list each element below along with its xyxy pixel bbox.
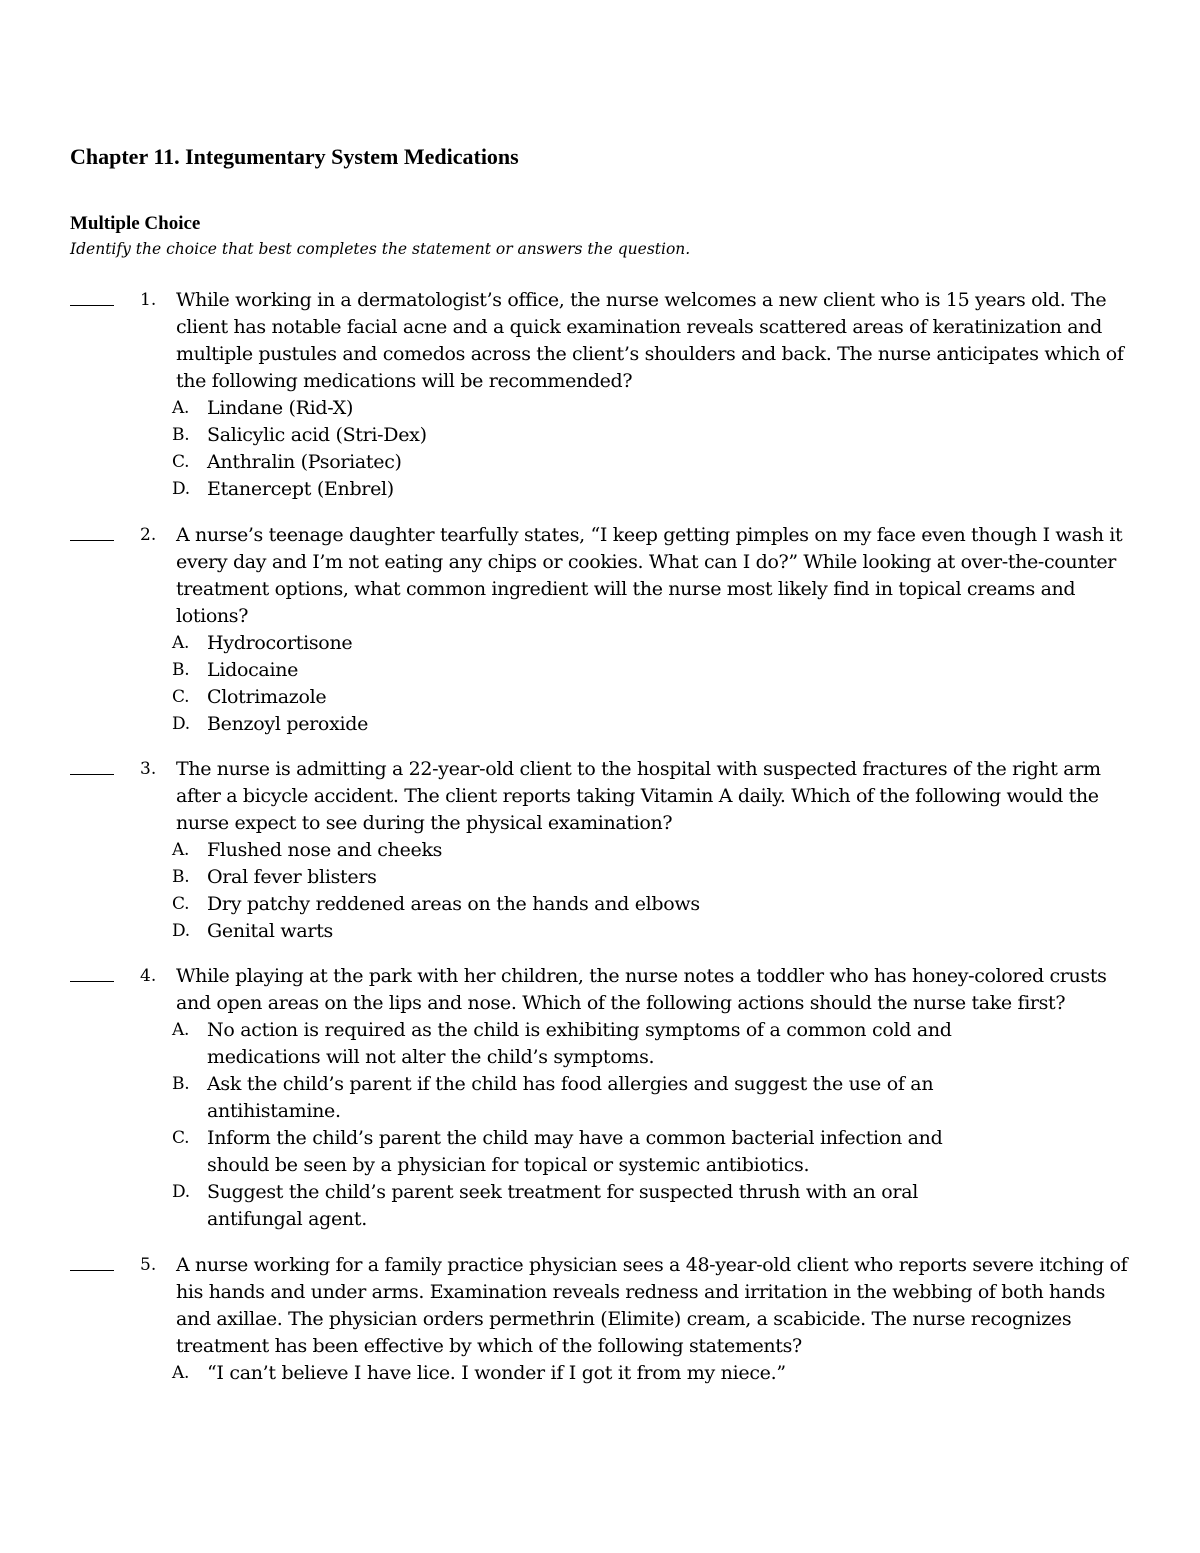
choice-text: Etanercept (Enbrel)	[207, 478, 394, 500]
choice-b[interactable]	[172, 1071, 962, 1125]
choice-text: Ask the child’s parent if the child has food allergies and suggest the use of an antihistamine.	[207, 1073, 934, 1122]
choice-letter: C.	[172, 687, 190, 707]
choice-text: Hydrocortisone	[207, 632, 353, 654]
choice-b[interactable]	[172, 422, 962, 449]
choice-text: Inform the child’s parent the child may have a common bacterial infection and should be seen by a physician for topical or systemic antibiotics.	[207, 1127, 943, 1176]
answer-blank[interactable]	[70, 540, 114, 541]
question-stem: The nurse is admitting a 22-year-old client to the hospital with suspected fractures of the right arm after a bicycle accident. The client reports taking Vitamin A daily. Which of the following would the nurse expect to see during the physical examination?	[176, 758, 1101, 834]
choice-text: Salicylic acid (Stri-Dex)	[207, 424, 427, 446]
choice-text: Clotrimazole	[207, 686, 327, 708]
choice-letter: B.	[172, 867, 190, 887]
choice-a[interactable]	[172, 1360, 962, 1387]
choice-text: Genital warts	[207, 920, 333, 942]
choice-list	[172, 395, 962, 503]
choice-letter: B.	[172, 425, 190, 445]
question-number: 5.	[140, 1255, 157, 1275]
choice-d[interactable]	[172, 711, 962, 738]
answer-blank[interactable]	[70, 305, 114, 306]
choice-c[interactable]	[172, 1125, 962, 1179]
question-number: 3.	[140, 759, 157, 779]
choice-text: Lidocaine	[207, 659, 299, 681]
choice-c[interactable]	[172, 449, 962, 476]
choice-text: No action is required as the child is exhibiting symptoms of a common cold and medications will not alter the child’s symptoms.	[207, 1019, 952, 1068]
choice-b[interactable]	[172, 864, 962, 891]
choice-list	[172, 1360, 962, 1387]
choice-a[interactable]	[172, 837, 962, 864]
choice-list	[172, 1017, 962, 1233]
choice-c[interactable]	[172, 891, 962, 918]
question-number: 1.	[140, 290, 157, 310]
choice-letter: D.	[172, 921, 190, 941]
choice-b[interactable]	[172, 657, 962, 684]
choice-d[interactable]	[172, 476, 962, 503]
choice-letter: D.	[172, 1182, 190, 1202]
choice-c[interactable]	[172, 684, 962, 711]
choice-letter: B.	[172, 1074, 190, 1094]
choice-d[interactable]	[172, 1179, 962, 1233]
choice-letter: A.	[172, 840, 190, 860]
section-heading: Multiple Choice	[70, 213, 201, 234]
choice-text: Lindane (Rid-X)	[207, 397, 354, 419]
chapter-title: Chapter 11. Integumentary System Medications	[70, 144, 519, 169]
choice-d[interactable]	[172, 918, 962, 945]
choice-text: Dry patchy reddened areas on the hands and elbows	[207, 893, 700, 915]
answer-blank[interactable]	[70, 774, 114, 775]
choice-letter: B.	[172, 660, 190, 680]
question-stem: A nurse working for a family practice physician sees a 48-year-old client who reports severe itching of his hands and under arms. Examination reveals redness and irritation in the webbing of both hands and axillae. The physician orders permethrin (Elimite) cream, a scabicide. The nurse recognizes treatment has been effective by which of the following statements?	[176, 1254, 1128, 1357]
choice-a[interactable]	[172, 395, 962, 422]
choice-letter: C.	[172, 1128, 190, 1148]
choice-letter: A.	[172, 1363, 190, 1383]
choice-text: Benzoyl peroxide	[207, 713, 369, 735]
choice-text: Anthralin (Psoriatec)	[207, 451, 402, 473]
choice-a[interactable]	[172, 630, 962, 657]
instructions: Identify the choice that best completes the statement or answers the question.	[70, 240, 691, 258]
choice-letter: A.	[172, 398, 190, 418]
choice-text: Flushed nose and cheeks	[207, 839, 443, 861]
question-stem: While working in a dermatologist’s office, the nurse welcomes a new client who is 15 years old. The client has notable facial acne and a quick examination reveals scattered areas of keratinization and multiple pustules and comedos across the client’s shoulders and back. The nurse anticipates which of the following medications will be recommended?	[176, 289, 1124, 392]
choice-letter: D.	[172, 479, 190, 499]
question-stem: A nurse’s teenage daughter tearfully states, “I keep getting pimples on my face even though I wash it every day and I’m not eating any chips or cookies. What can I do?” While looking at over-the-counter treatment options, what common ingredient will the nurse most likely find in topical creams and lotions?	[176, 524, 1123, 627]
choice-letter: C.	[172, 894, 190, 914]
choice-text: Suggest the child’s parent seek treatment for suspected thrush with an oral antifungal agent.	[207, 1181, 919, 1230]
choice-a[interactable]	[172, 1017, 962, 1071]
question-number: 2.	[140, 525, 157, 545]
choice-letter: D.	[172, 714, 190, 734]
question-number: 4.	[140, 966, 157, 986]
choice-list	[172, 837, 962, 945]
answer-blank[interactable]	[70, 1270, 114, 1271]
choice-letter: A.	[172, 1020, 190, 1040]
choice-text: “I can’t believe I have lice. I wonder if I got it from my niece.”	[207, 1362, 786, 1384]
answer-blank[interactable]	[70, 981, 114, 982]
choice-list	[172, 630, 962, 738]
question-stem: While playing at the park with her children, the nurse notes a toddler who has honey-colored crusts and open areas on the lips and nose. Which of the following actions should the nurse take first?	[176, 965, 1107, 1014]
choice-letter: C.	[172, 452, 190, 472]
choice-text: Oral fever blisters	[207, 866, 377, 888]
choice-letter: A.	[172, 633, 190, 653]
